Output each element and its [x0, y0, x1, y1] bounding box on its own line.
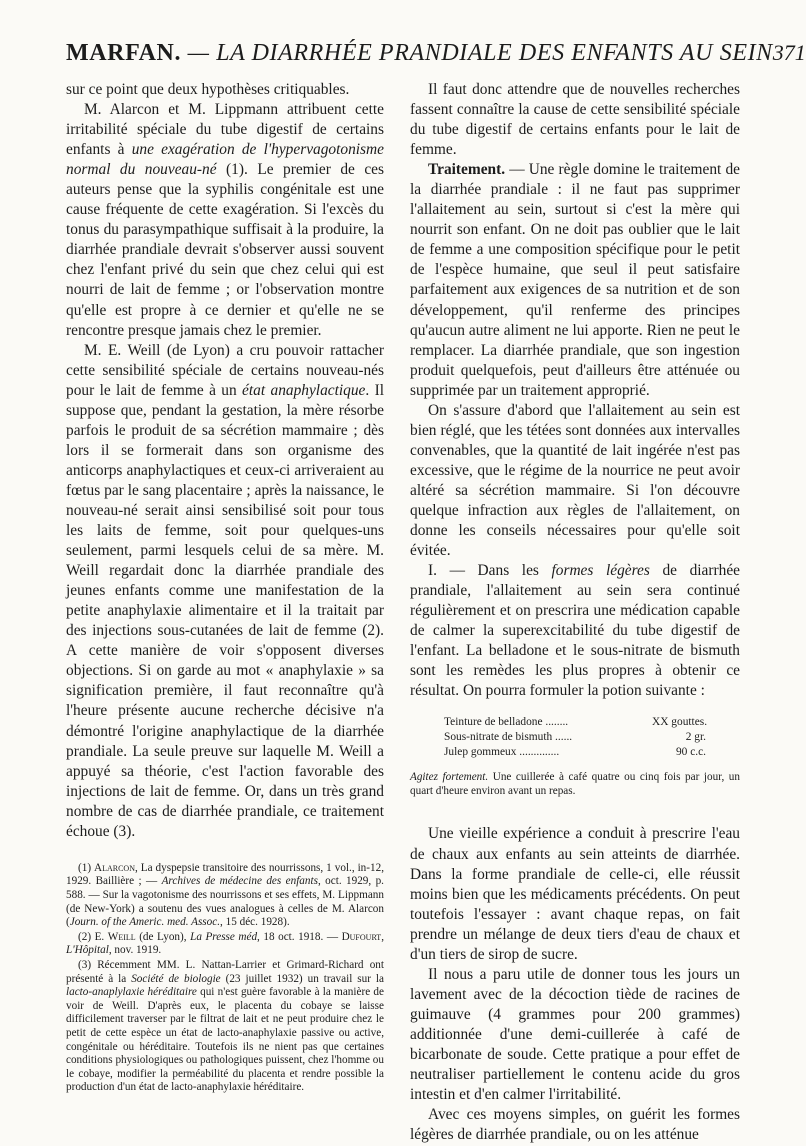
header-title: — LA DIARRHÉE PRANDIALE DES ENFANTS AU SEIN	[181, 40, 773, 66]
footnotes	[66, 862, 384, 1095]
emphasis: une exagération de l'hypervagotonisme normal du nouveau-né	[66, 141, 384, 179]
footnote-3: (3) Récemment MM. L. Nattan-Larrier et Grimard-Richard ont présenté à la Société de biologie (23 juillet 1932) un travail sur la lacto-anaplylaxie héréditaire qui n'est guère favorable à la manière de voir de Weill. D'après eux, le placenta du cobaye se laisse difficilement traverser par le filtrat de lait et ne peut produire chez le petit de cette espèce un état de lacto-anaphylaxie passive ou active, congénitale ou héréditaire. Toutefois ils ne nient pas que certaines conditions physiologiques ou pathologiques puissent, chez l'homme ou le cobaye, modifier la perméabilité du placenta et rendre possible la production d'un état de lacto-anaphylaxie héréditaire.	[66, 958, 385, 1094]
prescription-line: Julep gommeux .............. 90 c.c.	[444, 746, 706, 759]
right-paragraph-5: Une vieille expérience a conduit à prescrire l'eau de chaux aux enfants au sein atteints de diarrhée. Dans la forme prandiale de celle-ci, elle réussit moins bien que les médicaments précédents. On peut toutefois l'essayer : avant chaque repas, on fait prendre un mélange de deux tiers d'eau de chaux et d'un tiers de sirop de sucre.	[410, 825, 740, 963]
prescription	[444, 715, 706, 760]
prescription-line: Teinture de belladone ........ XX gouttes.	[444, 716, 708, 729]
left-column	[66, 80, 384, 1096]
page-header	[66, 40, 806, 74]
section-heading-traitement: Traitement.	[428, 161, 506, 179]
right-paragraph-7: Avec ces moyens simples, on guérit les formes légères de diarrhée prandiale, ou on les atténue	[410, 1106, 740, 1144]
right-paragraph-1: Il faut donc attendre que de nouvelles recherches fassent connaître la cause de cette sensibilité spéciale du tube digestif de certains enfants pour le lait de femme.	[410, 81, 740, 159]
left-paragraph-2: M. Alarcon et M. Lippmann attribuent cette irritabilité spéciale du tube digestif de certains enfants à une exagération de l'hypervagotonisme normal du nouveau-né (1). Le premier de ces auteurs pense que la syphilis congénitale est une cause fréquente de cette exagération. Si l'excès du tonus du parasympathique suffisait à la produire, la diarrhée prandiale devrait s'observer aussi souvent chez l'enfant privé du sein que chez celui qui est nourri de lait de femme ; or l'observation montre qu'elle est propre à ce dernier et qu'elle ne se rencontre presque jamais chez le premier.	[66, 101, 384, 339]
emphasis: formes légères	[551, 562, 650, 580]
running-title	[66, 40, 773, 67]
right-paragraph-2: Traitement. — Une règle domine le traitement de la diarrhée prandiale : il ne faut pas supprimer l'allaitement au sein, surtout si c'est la mère qui nourrit son enfant. On ne doit pas oublier que le lait de femme a une composition spécifique pour le petit de l'espèce humaine, que seul il peut satisfaire parfaitement aux exigences de sa nutrition et de son développement, qu'il renferme des principes qu'aucun autre aliment ne lui apporte. Rien ne peut le remplacer. La diarrhée prandiale, que son ingestion produit quelquefois, peut d'ailleurs être atténuée ou supprimée par un traitement approprié.	[410, 161, 740, 399]
footnote-2: (2) E. Weill (de Lyon), La Presse méd, 18 oct. 1918. — Dufourt, L'Hôpital, nov. 1919.	[66, 930, 384, 957]
emphasis: état anaphylactique	[242, 381, 366, 399]
left-paragraph-1: sur ce point que deux hypothèses critiquables.	[66, 81, 350, 98]
right-paragraph-4: I. — Dans les formes légères de diarrhée prandiale, l'allaitement au sein sera continué régulièrement et on prescrira une médication capable de calmer la superexcitabilité du tube digestif de l'enfant. La belladone et le sous-nitrate de bismuth sont les remèdes les plus propres à obtenir ce résultat. On pourra formuler la potion suivante :	[410, 562, 740, 700]
prescription-note: Agitez fortement. Une cuillerée à café quatre ou cinq fois par jour, un quart d'heure environ avant un repas.	[410, 771, 740, 798]
left-paragraph-3: M. E. Weill (de Lyon) a cru pouvoir rattacher cette sensibilité spéciale de certains nouveau-nés pour le lait de femme à un état anaphylactique. Il suppose que, pendant la gestation, la mère résorbe parfois le produit de sa sécrétion mammaire ; dès lors il se formerait dans son organisme des anticorps anaphylactiques et ceux-ci arriveraient au fœtus par le sang placentaire ; après la naissance, le nouveau-né serait ainsi sensibilisé soit pour tous les laits de femme, soit pour quelques-uns seulement, parmi lesquels celui de sa mère. M. Weill regardait donc la diarrhée prandiale des jeunes enfants comme une manifestation de la petite anaphylaxie alimentaire et il la traitait par des injections sous-cutanées de lait de femme (2). A cette manière de voir s'opposent diverses objections. Si on garde au mot « anaphylaxie » sa signification première, il faut reconnaître qu'à l'heure présente aucune recherche décisive n'a démontré l'origine anaphylactique de la diarrhée prandiale. La seule preuve sur laquelle M. Weill a appuyé sa théorie, c'est l'action favorable des injections de lait de femme. Or, dans un très grand nombre de cas de diarrhée prandiale, ce traitement échoue (3).	[66, 341, 385, 840]
page-number: 371	[772, 40, 806, 65]
header-author: MARFAN.	[66, 40, 182, 66]
right-paragraph-6: Il nous a paru utile de donner tous les jours un lavement avec de la décoction tiède de racines de guimauve (4 grammes pour 200 grammes) additionnée d'une demi-cuillerée à café de bicarbonate de soude. Cette pratique a pour effet de neutraliser partiellement le contenu acide du gros intestin et d'en calmer l'irritabilité.	[410, 965, 740, 1104]
right-paragraph-3: On s'assure d'abord que l'allaitement au sein est bien réglé, que les tétées sont données aux intervalles convenables, que la quantité de lait ingérée n'est pas excessive, que le régime de la nourrice ne peut avoir altéré sa sécrétion mammaire. Si l'on découvre quelque infraction aux règles de l'allaitement, on donne les conseils nécessaires pour qu'elle soit évitée.	[410, 401, 740, 560]
right-column	[410, 80, 740, 1145]
footnote-1: (1) Alarcon, La dyspepsie transitoire des nourrissons, 1 vol., in-12, 1929. Baillière ; — Archives de médecine des enfants, oct. 1929, p. 588. — Sur la vagotonisme des nourrissons et ses effets, M. Lippmann (de New-York) a soutenu des vues analogues à celles de M. Alarcon (Journ. of the Americ. med. Assoc., 15 déc. 1928).	[66, 861, 384, 929]
prescription-line: Sous-nitrate de bismuth ...... 2 gr.	[444, 731, 706, 744]
